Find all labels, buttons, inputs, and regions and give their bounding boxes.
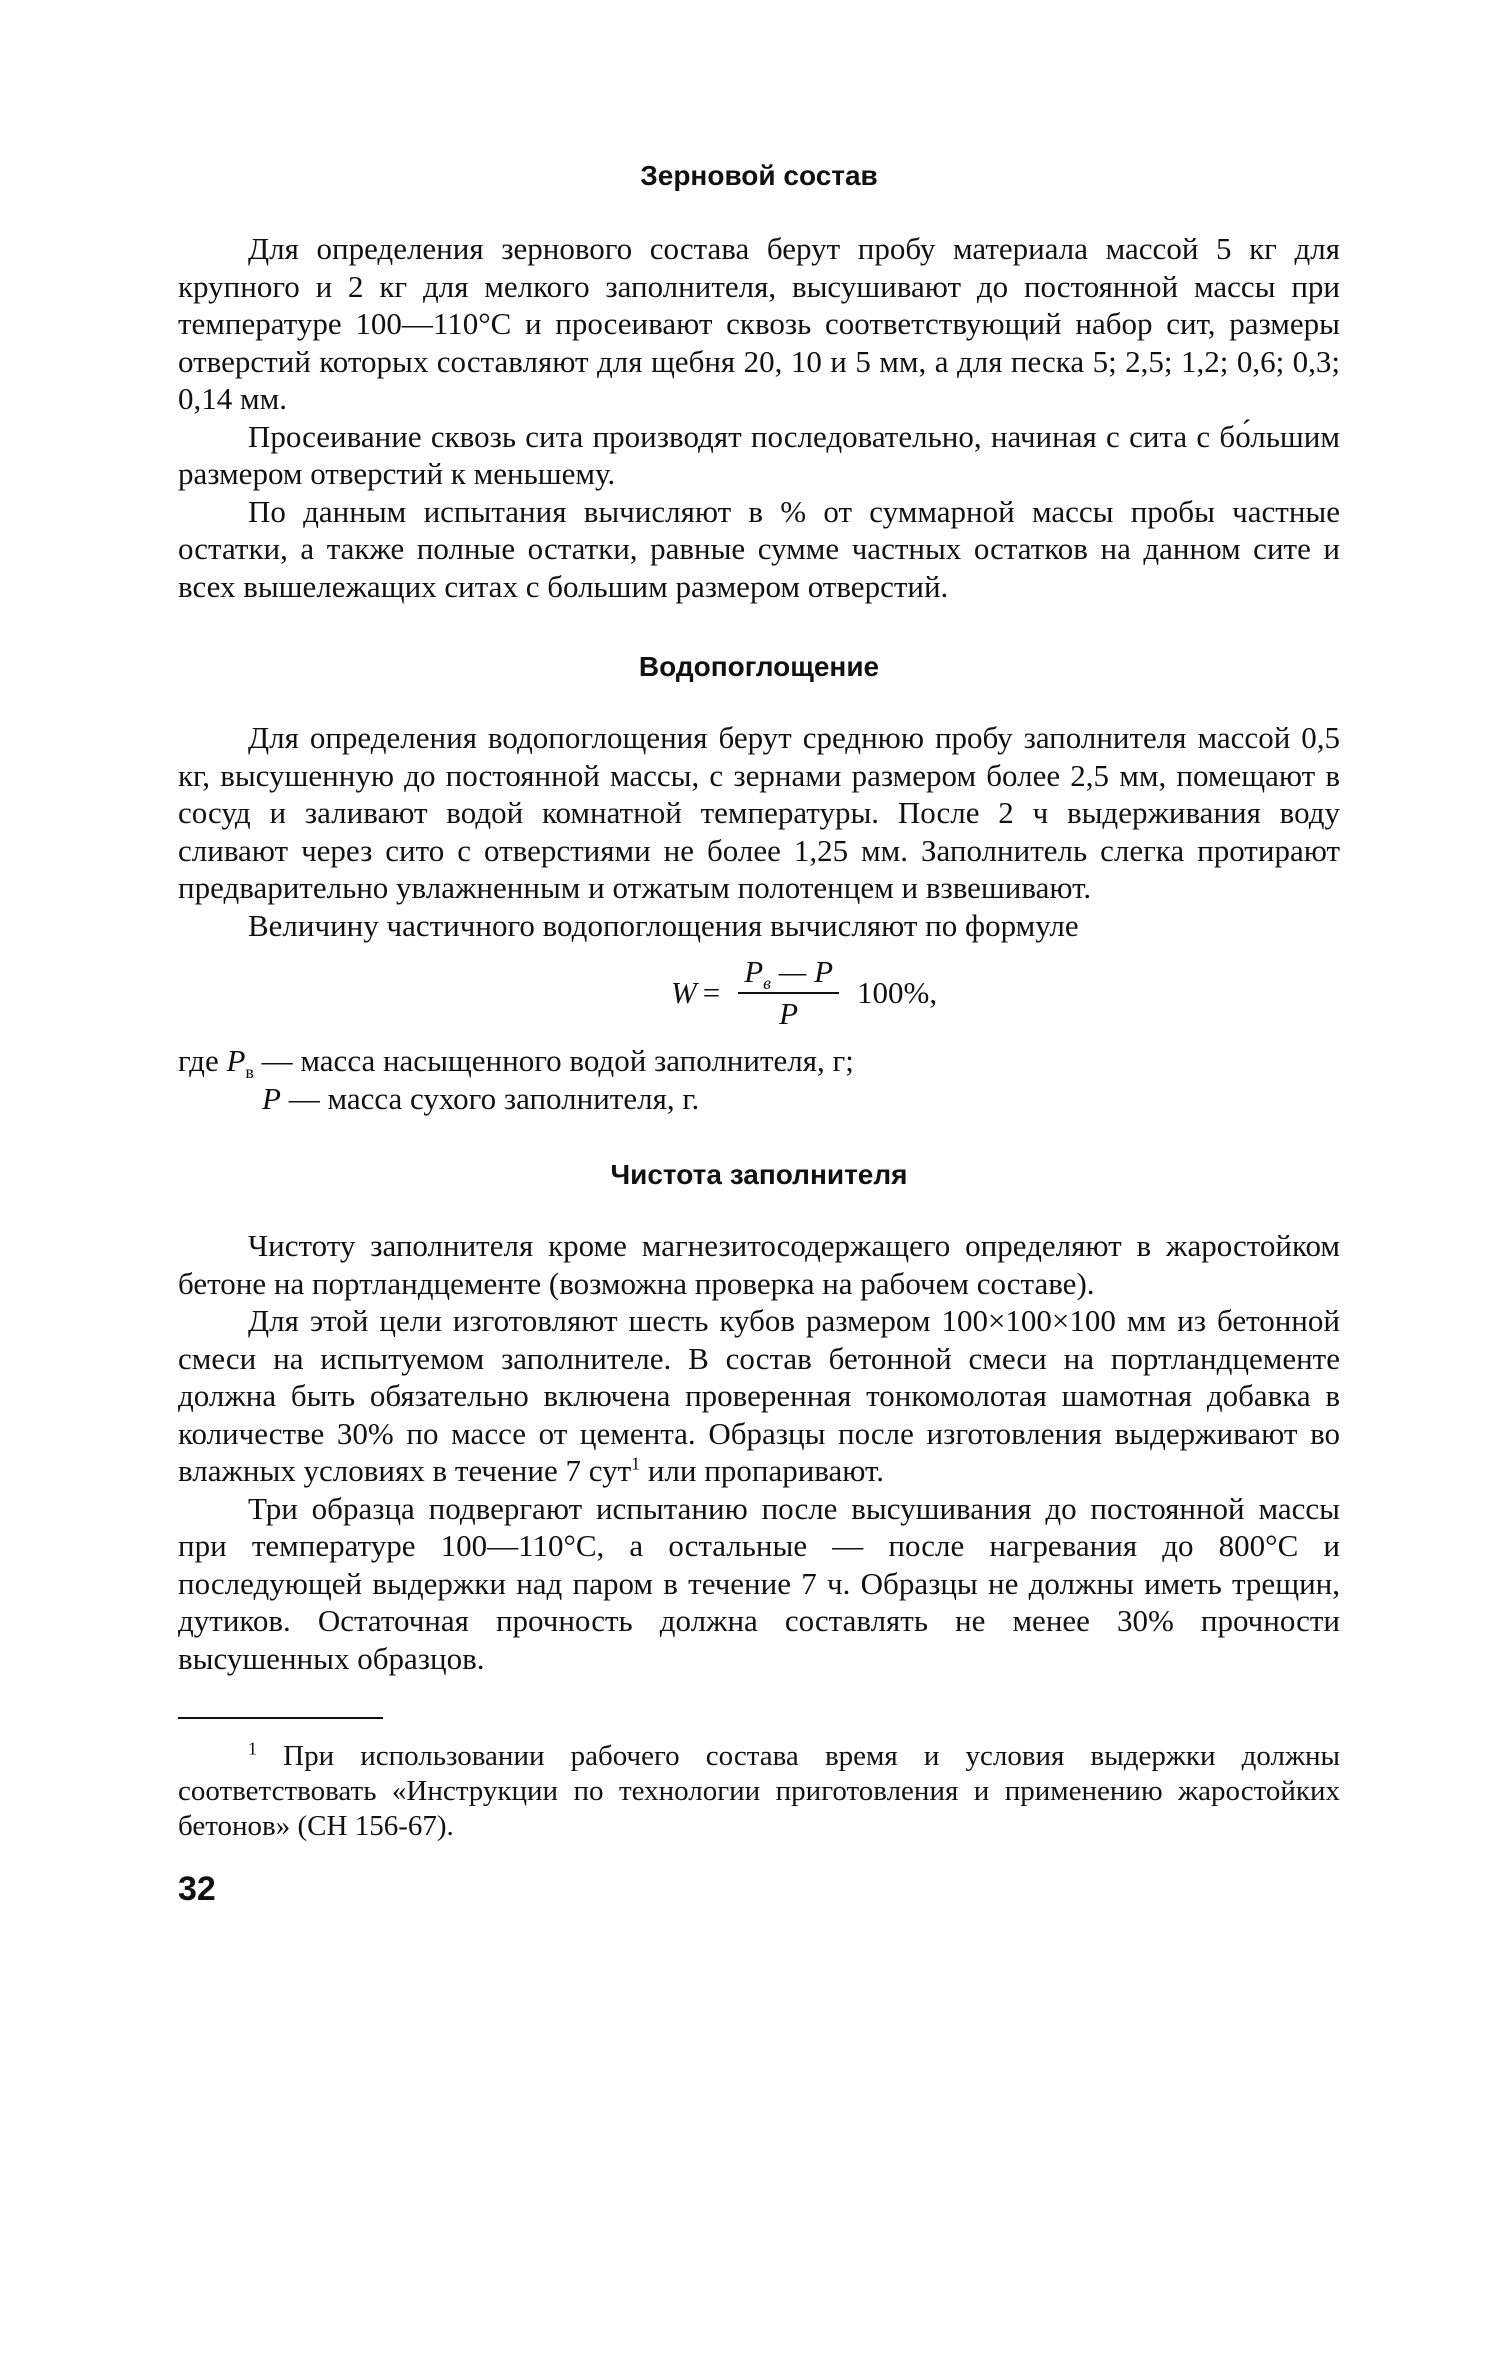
formula-factor: 100%, — [857, 975, 938, 1010]
formula-lhs: W — [670, 975, 697, 1010]
footnote-text — [178, 1739, 1340, 1844]
formula-fraction — [738, 954, 839, 1032]
section-heading-purity: Чистота заполнителя — [610, 1159, 908, 1190]
footnote-divider — [178, 1717, 383, 1719]
footnote — [178, 1739, 1340, 1844]
paragraph: Просеивание сквозь сита производят последовательно, начиная с сита с бо́льшим размером отверстий к меньшему. — [178, 418, 1340, 491]
footnote-ref: 1 — [631, 1453, 641, 1474]
numerator-rest: — P — [771, 954, 833, 989]
paragraph-text: или пропаривают. — [640, 1453, 885, 1488]
legend-var-subscript: в — [245, 1062, 254, 1083]
formula-denominator: P — [779, 996, 799, 1031]
paragraph: Величину частичного водопоглощения вычисляют по формуле — [248, 907, 1079, 943]
numerator-var: P — [744, 954, 764, 989]
formula-legend — [178, 1042, 1340, 1117]
water-absorption-formula — [268, 954, 1340, 1032]
footnote-mark: 1 — [248, 1738, 257, 1759]
section-heading-absorption: Водопоглощение — [638, 651, 880, 682]
footnote-body: При использовании рабочего состава время и условия выдержки должны соответствовать «Инструкции по технологии приготовления и применению жаростойких бетонов» (СН 156-67). — [178, 1740, 1340, 1842]
legend-row — [178, 1080, 1340, 1118]
formula-equals: = — [702, 975, 721, 1010]
paragraph-text: Для этой цели изготовляют шесть кубов размером 100×100×100 мм из бетонной смеси на испытуемом заполнителе. В состав бетонной смеси на портландцементе должна быть обязательно включена проверенная тонкомолотая шамотная добавка в количестве 30% по массе от цемента. Образцы после изготовления выдерживают во влажных условиях в течение 7 сут — [178, 1303, 1340, 1488]
legend-desc: — масса насыщенного водой заполнителя, г; — [253, 1043, 854, 1078]
legend-var: P — [262, 1080, 281, 1116]
legend-row — [178, 1042, 1340, 1083]
legend-where: где — [178, 1043, 219, 1078]
paragraph: Три образца подвергают испытанию после высушивания до постоянной массы при температуре 100—110°С, а остальные — после нагревания до 800°С и последующей выдержки над паром в течение 7 ч. Образцы не должны иметь трещин, дутиков. Остаточная прочность должна составлять не менее 30% прочности высушенных образцов. — [178, 1490, 1340, 1676]
numerator-subscript: в — [763, 973, 771, 994]
legend-desc: — масса сухого заполнителя, г. — [280, 1080, 700, 1116]
paragraph: Для определения зернового состава берут пробу материала массой 5 кг для крупного и 2 кг для мелкого заполнителя, высушивают до постоянной массы при температуре 100—110°С и просеивают сквозь соответствующий набор сит, размеры отверстий которых составляют для щебня 20, 10 и 5 мм, а для песка 5; 2,5; 1,2; 0,6; 0,3; 0,14 мм. — [178, 231, 1340, 416]
paragraph: По данным испытания вычисляют в % от суммарной массы пробы частные остатки, а также полные остатки, равные сумме частных остатков на данном сите и всех вышележащих ситах с большим размером отверстий. — [178, 493, 1340, 604]
paragraph: Чистоту заполнителя кроме магнезитосодержащего определяют в жаростойком бетоне на портландцементе (возможна проверка на рабочем составе). — [178, 1228, 1340, 1301]
section-heading-grain: Зерновой состав — [640, 160, 878, 191]
paragraph — [178, 1302, 1340, 1490]
formula-numerator — [738, 954, 839, 994]
paragraph: Для определения водопоглощения берут среднюю пробу заполнителя массой 0,5 кг, высушенную до постоянной массы, с зернами размером более 2,5 мм, помещают в сосуд и заливают водой комнатной температуры. После 2 ч выдерживания воду сливают через сито с отверстиями не более 1,25 мм. Заполнитель слегка протирают предварительно увлажненным и отжатым полотенцем и взвешивают. — [178, 720, 1340, 905]
legend-var: P — [226, 1043, 246, 1078]
page-number: 32 — [178, 1870, 216, 1908]
